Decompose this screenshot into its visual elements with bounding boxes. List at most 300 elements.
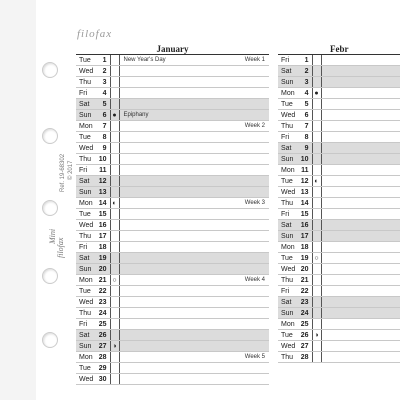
brand-logo: filofax [77, 28, 113, 40]
day-name: Sun [278, 154, 300, 165]
day-number: 10 [300, 154, 312, 165]
day-name: Sat [76, 99, 98, 110]
moon-phase-icon [110, 209, 119, 220]
day-row [278, 121, 400, 132]
day-notes [119, 132, 269, 143]
moon-phase-icon [312, 132, 321, 143]
day-row [76, 209, 269, 220]
day-row [278, 187, 400, 198]
day-notes [321, 88, 400, 99]
day-row [278, 143, 400, 154]
day-name: Wed [278, 341, 300, 352]
day-notes [321, 132, 400, 143]
moon-phase-icon: ○ [312, 253, 321, 264]
moon-phase-icon: ● [110, 110, 119, 121]
day-row [76, 319, 269, 330]
day-number: 25 [300, 319, 312, 330]
moon-phase-icon [110, 187, 119, 198]
day-number: 18 [98, 242, 110, 253]
day-notes [119, 110, 269, 121]
day-number: 11 [300, 165, 312, 176]
moon-phase-icon [110, 297, 119, 308]
day-name: Wed [76, 374, 98, 385]
moon-phase-icon [312, 297, 321, 308]
week-label: Week 3 [244, 200, 265, 206]
moon-phase-icon [110, 352, 119, 363]
day-number: 1 [98, 55, 110, 66]
day-name: Fri [278, 209, 300, 220]
moon-phase-icon [110, 66, 119, 77]
moon-phase-icon: ◑ [110, 341, 119, 352]
moon-phase-icon [110, 121, 119, 132]
day-notes [321, 198, 400, 209]
day-row [76, 297, 269, 308]
day-row [76, 330, 269, 341]
day-notes [119, 187, 269, 198]
day-notes [119, 374, 269, 385]
day-name: Tue [76, 363, 98, 374]
day-name: Tue [278, 330, 300, 341]
day-row [278, 99, 400, 110]
moon-phase-icon [312, 66, 321, 77]
day-row [278, 242, 400, 253]
binder-hole [42, 332, 58, 348]
day-name: Sat [278, 297, 300, 308]
moon-phase-icon [110, 253, 119, 264]
day-name: Fri [76, 165, 98, 176]
side-info [40, 140, 80, 250]
side-brand-logo: filofax [56, 237, 65, 258]
event-label: New Year's Day [123, 57, 166, 63]
day-number: 17 [98, 231, 110, 242]
day-notes [321, 286, 400, 297]
day-name: Tue [76, 132, 98, 143]
day-name: Tue [278, 176, 300, 187]
day-notes [321, 297, 400, 308]
day-name: Wed [76, 297, 98, 308]
day-name: Fri [76, 319, 98, 330]
day-number: 2 [300, 66, 312, 77]
day-notes [321, 143, 400, 154]
moon-phase-icon [110, 55, 119, 66]
day-name: Wed [278, 264, 300, 275]
day-notes [119, 77, 269, 88]
day-number: 6 [98, 110, 110, 121]
day-row [278, 275, 400, 286]
moon-phase-icon [110, 363, 119, 374]
day-notes [321, 341, 400, 352]
day-notes [119, 264, 269, 275]
day-number: 12 [98, 176, 110, 187]
month-title-february: Febr [330, 44, 349, 54]
day-notes [321, 231, 400, 242]
moon-phase-icon [312, 121, 321, 132]
day-row [278, 319, 400, 330]
day-name: Sun [76, 187, 98, 198]
day-name: Mon [278, 319, 300, 330]
day-notes [119, 308, 269, 319]
day-number: 15 [98, 209, 110, 220]
moon-phase-icon [312, 187, 321, 198]
day-name: Thu [278, 121, 300, 132]
day-number: 9 [98, 143, 110, 154]
day-number: 4 [98, 88, 110, 99]
day-row [76, 264, 269, 275]
moon-phase-icon [312, 55, 321, 66]
day-number: 3 [98, 77, 110, 88]
moon-phase-icon [110, 88, 119, 99]
day-number: 24 [300, 308, 312, 319]
day-number: 29 [98, 363, 110, 374]
day-number: 4 [300, 88, 312, 99]
day-number: 28 [98, 352, 110, 363]
moon-phase-icon [312, 352, 321, 363]
day-row [76, 286, 269, 297]
day-row [76, 275, 269, 286]
day-name: Fri [76, 88, 98, 99]
moon-phase-icon [110, 319, 119, 330]
moon-phase-icon [312, 209, 321, 220]
day-notes [119, 341, 269, 352]
day-notes [119, 99, 269, 110]
moon-phase-icon: ◑ [312, 330, 321, 341]
day-notes [321, 187, 400, 198]
day-row [278, 341, 400, 352]
day-number: 19 [98, 253, 110, 264]
day-name: Thu [278, 198, 300, 209]
day-row [76, 341, 269, 352]
day-number: 15 [300, 209, 312, 220]
day-notes [321, 77, 400, 88]
day-row [278, 66, 400, 77]
day-name: Thu [278, 275, 300, 286]
day-notes [321, 264, 400, 275]
moon-phase-icon [110, 231, 119, 242]
day-name: Wed [76, 143, 98, 154]
copyright-text: © 2017 [68, 160, 74, 180]
day-name: Mon [278, 165, 300, 176]
day-notes [321, 319, 400, 330]
day-row [76, 110, 269, 121]
day-notes [321, 121, 400, 132]
moon-phase-icon [312, 77, 321, 88]
day-name: Tue [76, 55, 98, 66]
moon-phase-icon: ◐ [312, 176, 321, 187]
day-name: Sun [76, 264, 98, 275]
mini-label: Mini [48, 228, 57, 244]
day-notes [321, 308, 400, 319]
day-row [76, 220, 269, 231]
day-name: Mon [76, 352, 98, 363]
day-name: Fri [278, 132, 300, 143]
day-notes [119, 66, 269, 77]
day-name: Tue [76, 209, 98, 220]
moon-phase-icon [110, 143, 119, 154]
day-notes [321, 176, 400, 187]
day-name: Sun [76, 110, 98, 121]
day-notes [119, 242, 269, 253]
day-notes [119, 297, 269, 308]
day-notes [321, 165, 400, 176]
day-name: Wed [278, 187, 300, 198]
moon-phase-icon: ○ [110, 275, 119, 286]
day-row [278, 77, 400, 88]
moon-phase-icon [110, 165, 119, 176]
day-name: Fri [278, 286, 300, 297]
day-row [278, 286, 400, 297]
month-title-january: January [156, 44, 189, 54]
day-number: 22 [98, 286, 110, 297]
event-label: Epiphany [123, 112, 149, 118]
day-notes [119, 275, 269, 286]
moon-phase-icon [110, 308, 119, 319]
day-number: 27 [300, 341, 312, 352]
moon-phase-icon [110, 374, 119, 385]
moon-phase-icon [312, 165, 321, 176]
day-row [278, 88, 400, 99]
day-name: Mon [76, 121, 98, 132]
day-notes [321, 220, 400, 231]
day-row [76, 77, 269, 88]
moon-phase-icon [312, 275, 321, 286]
day-row [278, 352, 400, 363]
day-number: 5 [98, 99, 110, 110]
day-row [76, 374, 269, 385]
day-row [76, 253, 269, 264]
day-name: Fri [278, 55, 300, 66]
day-number: 21 [300, 275, 312, 286]
binder-hole [42, 62, 58, 78]
day-row [76, 143, 269, 154]
day-notes [321, 352, 400, 363]
day-row [76, 66, 269, 77]
day-number: 7 [300, 121, 312, 132]
day-number: 28 [300, 352, 312, 363]
day-name: Sun [278, 231, 300, 242]
moon-phase-icon [312, 198, 321, 209]
day-notes [119, 330, 269, 341]
january-table [76, 55, 269, 385]
day-row [76, 165, 269, 176]
day-row [278, 198, 400, 209]
day-name: Wed [76, 66, 98, 77]
moon-phase-icon [312, 143, 321, 154]
day-number: 16 [300, 220, 312, 231]
moon-phase-icon [312, 319, 321, 330]
day-row [76, 154, 269, 165]
day-number: 18 [300, 242, 312, 253]
day-row [76, 308, 269, 319]
day-number: 21 [98, 275, 110, 286]
day-notes [321, 99, 400, 110]
day-number: 7 [98, 121, 110, 132]
day-notes [119, 253, 269, 264]
day-name: Mon [278, 242, 300, 253]
moon-phase-icon [110, 242, 119, 253]
day-number: 19 [300, 253, 312, 264]
moon-phase-icon [312, 341, 321, 352]
day-notes [321, 253, 400, 264]
day-number: 13 [98, 187, 110, 198]
moon-phase-icon [312, 308, 321, 319]
day-row [278, 220, 400, 231]
day-number: 25 [98, 319, 110, 330]
february-table [278, 55, 400, 363]
day-notes [321, 242, 400, 253]
day-name: Tue [278, 253, 300, 264]
day-number: 27 [98, 341, 110, 352]
day-row [76, 88, 269, 99]
day-notes [119, 319, 269, 330]
day-number: 17 [300, 231, 312, 242]
moon-phase-icon [110, 176, 119, 187]
day-name: Mon [278, 88, 300, 99]
day-name: Mon [76, 275, 98, 286]
day-row [76, 121, 269, 132]
day-notes [119, 55, 269, 66]
day-number: 9 [300, 143, 312, 154]
moon-phase-icon [312, 242, 321, 253]
day-notes [321, 209, 400, 220]
day-name: Thu [76, 308, 98, 319]
day-row [76, 55, 269, 66]
day-row [278, 308, 400, 319]
day-notes [119, 176, 269, 187]
day-name: Sun [278, 308, 300, 319]
day-number: 8 [300, 132, 312, 143]
day-number: 20 [300, 264, 312, 275]
moon-phase-icon [312, 220, 321, 231]
day-row [278, 209, 400, 220]
moon-phase-icon [110, 99, 119, 110]
day-name: Sat [278, 143, 300, 154]
day-number: 23 [98, 297, 110, 308]
day-number: 3 [300, 77, 312, 88]
day-notes [119, 220, 269, 231]
day-number: 14 [300, 198, 312, 209]
day-number: 14 [98, 198, 110, 209]
moon-phase-icon [110, 77, 119, 88]
day-row [278, 154, 400, 165]
day-notes [119, 154, 269, 165]
week-label: Week 2 [244, 123, 265, 129]
day-name: Wed [278, 110, 300, 121]
day-name: Sat [278, 66, 300, 77]
day-row [278, 231, 400, 242]
day-row [76, 132, 269, 143]
day-number: 12 [300, 176, 312, 187]
day-name: Sat [76, 253, 98, 264]
day-notes [119, 352, 269, 363]
day-number: 1 [300, 55, 312, 66]
day-name: Thu [76, 77, 98, 88]
day-notes [119, 286, 269, 297]
day-number: 20 [98, 264, 110, 275]
moon-phase-icon [312, 264, 321, 275]
day-notes [321, 154, 400, 165]
day-notes [119, 363, 269, 374]
binder-hole [42, 268, 58, 284]
day-notes [119, 143, 269, 154]
day-row [76, 363, 269, 374]
day-name: Sat [76, 176, 98, 187]
day-name: Sun [76, 341, 98, 352]
day-number: 2 [98, 66, 110, 77]
day-notes [119, 209, 269, 220]
day-row [278, 165, 400, 176]
day-name: Sat [76, 330, 98, 341]
day-number: 22 [300, 286, 312, 297]
moon-phase-icon [312, 286, 321, 297]
day-name: Tue [76, 286, 98, 297]
day-row [76, 242, 269, 253]
day-number: 8 [98, 132, 110, 143]
moon-phase-icon [110, 264, 119, 275]
day-number: 26 [98, 330, 110, 341]
moon-phase-icon [110, 154, 119, 165]
moon-phase-icon [110, 330, 119, 341]
moon-phase-icon [110, 132, 119, 143]
day-notes [321, 110, 400, 121]
day-name: Thu [76, 154, 98, 165]
moon-phase-icon [312, 154, 321, 165]
moon-phase-icon [312, 110, 321, 121]
day-row [278, 55, 400, 66]
moon-phase-icon [110, 286, 119, 297]
day-row [76, 99, 269, 110]
week-label: Week 5 [244, 354, 265, 360]
moon-phase-icon [312, 99, 321, 110]
day-name: Thu [278, 352, 300, 363]
day-notes [119, 88, 269, 99]
day-number: 13 [300, 187, 312, 198]
day-notes [321, 275, 400, 286]
day-name: Sun [278, 77, 300, 88]
moon-phase-icon [312, 231, 321, 242]
day-number: 16 [98, 220, 110, 231]
day-number: 30 [98, 374, 110, 385]
day-row [76, 176, 269, 187]
day-name: Wed [76, 220, 98, 231]
day-number: 11 [98, 165, 110, 176]
day-notes [119, 231, 269, 242]
day-row [76, 187, 269, 198]
day-notes [321, 66, 400, 77]
day-row [278, 264, 400, 275]
day-row [76, 198, 269, 209]
day-row [278, 176, 400, 187]
day-notes [119, 165, 269, 176]
day-row [278, 297, 400, 308]
day-number: 10 [98, 154, 110, 165]
day-number: 24 [98, 308, 110, 319]
day-name: Mon [76, 198, 98, 209]
day-name: Tue [278, 99, 300, 110]
day-row [278, 132, 400, 143]
day-number: 5 [300, 99, 312, 110]
day-number: 26 [300, 330, 312, 341]
moon-phase-icon [110, 220, 119, 231]
day-notes [119, 121, 269, 132]
moon-phase-icon: ● [312, 88, 321, 99]
day-row [76, 231, 269, 242]
day-number: 6 [300, 110, 312, 121]
day-name: Sat [278, 220, 300, 231]
day-number: 23 [300, 297, 312, 308]
day-notes [119, 198, 269, 209]
moon-phase-icon: ◐ [110, 198, 119, 209]
day-name: Thu [76, 231, 98, 242]
